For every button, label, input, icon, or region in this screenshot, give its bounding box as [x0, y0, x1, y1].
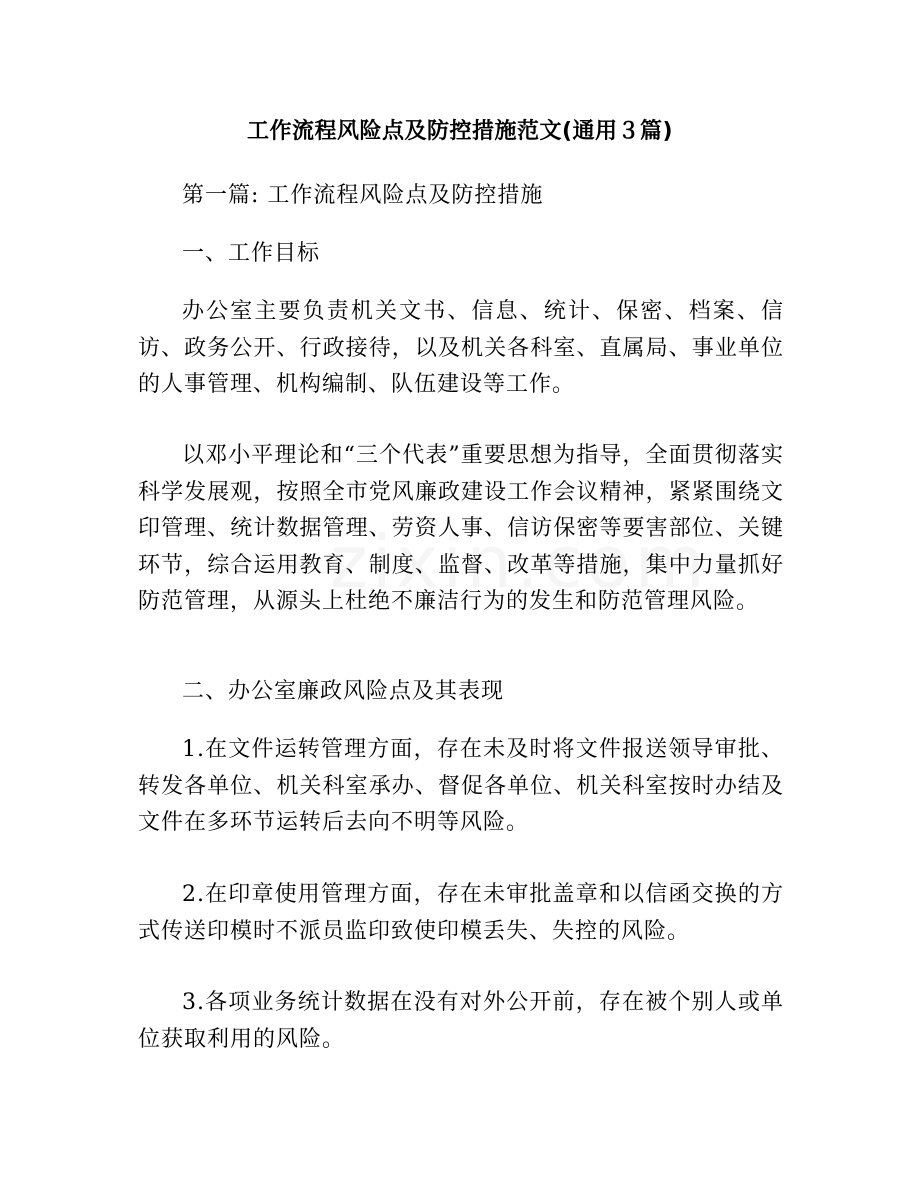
paragraph-office-duties: 办公室主要负责机关文书、信息、统计、保密、档案、信访、政务公开、行政接待，以及机关各科室、直属局、事业单位的人事管理、机构编制、队伍建设等工作。 — [138, 299, 784, 397]
list-item-risk-1: 1.在文件运转管理方面，存在未及时将文件报送领导审批、转发各单位、机关科室承办、督促各单位、机关科室按时办结及文件在多环节运转后去向不明等风险。 — [138, 737, 784, 835]
section-heading-goals: 一、工作目标 — [182, 241, 321, 266]
section-heading-risk-points: 二、办公室廉政风险点及其表现 — [182, 679, 505, 704]
document-title: 工作流程风险点及防控措施范文(通用３篇) — [246, 119, 674, 144]
list-item-risk-2: 2.在印章使用管理方面，存在未审批盖章和以信函交换的方式传送印模时不派员监印致使印模丢失、失控的风险。 — [138, 882, 784, 944]
list-item-risk-3: 3.各项业务统计数据在没有对外公开前，存在被个别人或单位获取利用的风险。 — [138, 990, 784, 1052]
section-heading-part-one: 第一篇: 工作流程风险点及防控措施 — [182, 183, 544, 208]
paragraph-guiding-principle: 以邓小平理论和“三个代表”重要思想为指导，全面贯彻落实科学发展观，按照全市党风廉政建设工作会议精神，紧紧围绕文印管理、统计数据管理、劳资人事、信访保密等要害部位、关键环节，综合运用教育、制度、监督、改革等措施，集中力量抓好防范管理，从源头上杜绝不廉洁行为的发生和防范管理风险。 — [138, 443, 784, 614]
